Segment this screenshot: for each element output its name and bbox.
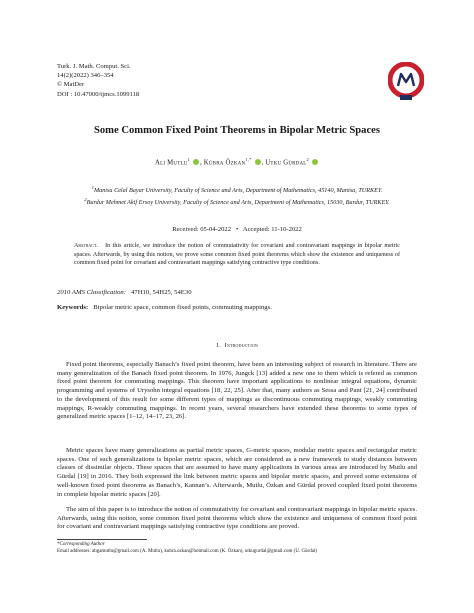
journal-logo	[388, 62, 424, 102]
author-list: Ali Mutlu$^1$ , Kübra Özkan$^{1,*}$ , Utku Gürdal$^2$	[0, 157, 474, 166]
section-title: Introduction	[224, 342, 259, 349]
orcid-icon[interactable]	[312, 159, 318, 165]
section-number: 1.	[215, 342, 222, 349]
email-addresses: Email addresses: abgamutlu@gmail.com (A. Mutlu), kubra.ozkan@hotmail.com (K. Özkan), utkugurdal@gmail.com (U. Gürdal)	[57, 549, 317, 554]
journal-volume: 14(2)(2022) 346–354	[57, 72, 114, 80]
ams-label: 2010 AMS Classification:	[57, 289, 126, 296]
date-separator: •	[235, 226, 239, 233]
journal-copyright: © MatDer	[57, 81, 85, 89]
ams-classification	[57, 289, 192, 296]
author-name: Utku Gürdal	[265, 159, 307, 167]
author-name: Kübra Özkan	[203, 159, 246, 167]
keywords-text: Bipolar metric space, common fixed points, commuting mappings.	[93, 304, 272, 311]
paragraph: The aim of this paper is to introduce the notion of commutativity for covariant and contravariant mappings in bipolar metric spaces. Afterwards, using this notion, some common fixed point theorems which show the existence and uniqueness of common fixed point for covariant and contravariant mappings satisfying contractive type conditions are proved.	[57, 506, 417, 531]
author-sup: 1,*	[245, 157, 252, 162]
affiliation-2: $^2$Burdur Mehmet Akif Ersoy University, Faculty of Science and Arts, Department of Mathematics, 15030, Burdur, TURKEY.	[84, 197, 390, 207]
author-sup: 2	[306, 157, 310, 162]
affiliation-1: $^1$Manisa Celal Bayar University, Faculty of Science and Arts, Department of Mathematics, 45140, Manisa, TURKEY.	[91, 185, 383, 195]
abstract-label: Abstract.	[74, 243, 98, 249]
journal-name: Turk. J. Math. Comput. Sci.	[57, 63, 131, 70]
author-name: Ali Mutlu	[155, 159, 188, 167]
keywords-label: Keywords:	[57, 304, 89, 311]
author-sup: 1	[187, 157, 191, 162]
abstract-text: In this article, we introduce the notion of commutativity for covariant and contravariant mappings in bipolar metric spaces. Afterwards, by using this notion, we prove some common fixed point theorems which show the existence and uniqueness of common fixed point for covariant and contravariant mappings satisfying contractive type conditions.	[74, 243, 400, 266]
ams-codes: 47H10, 54H25, 54E30	[131, 289, 192, 296]
keywords	[57, 304, 272, 311]
journal-meta	[57, 62, 139, 99]
journal-doi[interactable]: DOI : 10.47000/tjmcs.1099118	[57, 90, 140, 98]
affiliations	[0, 183, 474, 208]
accepted-date: Accepted: 11-10-2022	[242, 226, 302, 233]
dates-line	[0, 226, 474, 233]
received-date: Received: 05-04-2022	[172, 226, 231, 233]
orcid-icon[interactable]	[193, 159, 199, 165]
corresponding-author-note: *Corresponding Author	[57, 542, 105, 547]
paragraph: Metric spaces have many generalizations as partial metric spaces, G-metric spaces, modular metric spaces and rectangular metric spaces. One of such generalizations is bipolar metric spaces, which are considered as a new framework to study distances between classes of dissimilar objects. These spaces that are assumed to have many applications in various areas are introduced by Mutlu and Gürdal [19] in 2016. They both expressed the link between metric spaces and bipolar metric spaces, and proved some extensions of well-known fixed point theorems as Banach’s, Kannan’s. Afterwards, Mutlu, Özkan and Gürdal proved coupled fixed point theorems in complete bipolar metric spaces [20].	[57, 447, 417, 498]
orcid-icon[interactable]	[255, 159, 261, 165]
paragraph: Fixed point theorems, especially Banach’s fixed point theorem, have been an interesting subject of research in literature. There are many generalization of the Banach fixed point theorem. In 1976, Jungck [13] added a new one to them which is refered as common fixed point theorem for commuting mappings. This theorem have important applications to nonlinear integral equations, dynamic programming and systems of Urysohn integral equations [18, 22, 25]. After that, many authors as Sessa and Pant [21, 24] contributed to the development of this result for some different types of mappings as discontinuous commuting mappings, weakly commuting mappings, R-weakly commuting mappings. In recent years, several researchers have extended these theorems to some types of generalized metric spaces [1–12, 14–17, 23, 26].	[57, 361, 417, 421]
paper-title: Some Common Fixed Point Theorems in Bipolar Metric Spaces	[93, 125, 380, 136]
footnote-rule	[57, 539, 147, 540]
abstract	[74, 242, 400, 268]
section-heading	[0, 342, 474, 349]
